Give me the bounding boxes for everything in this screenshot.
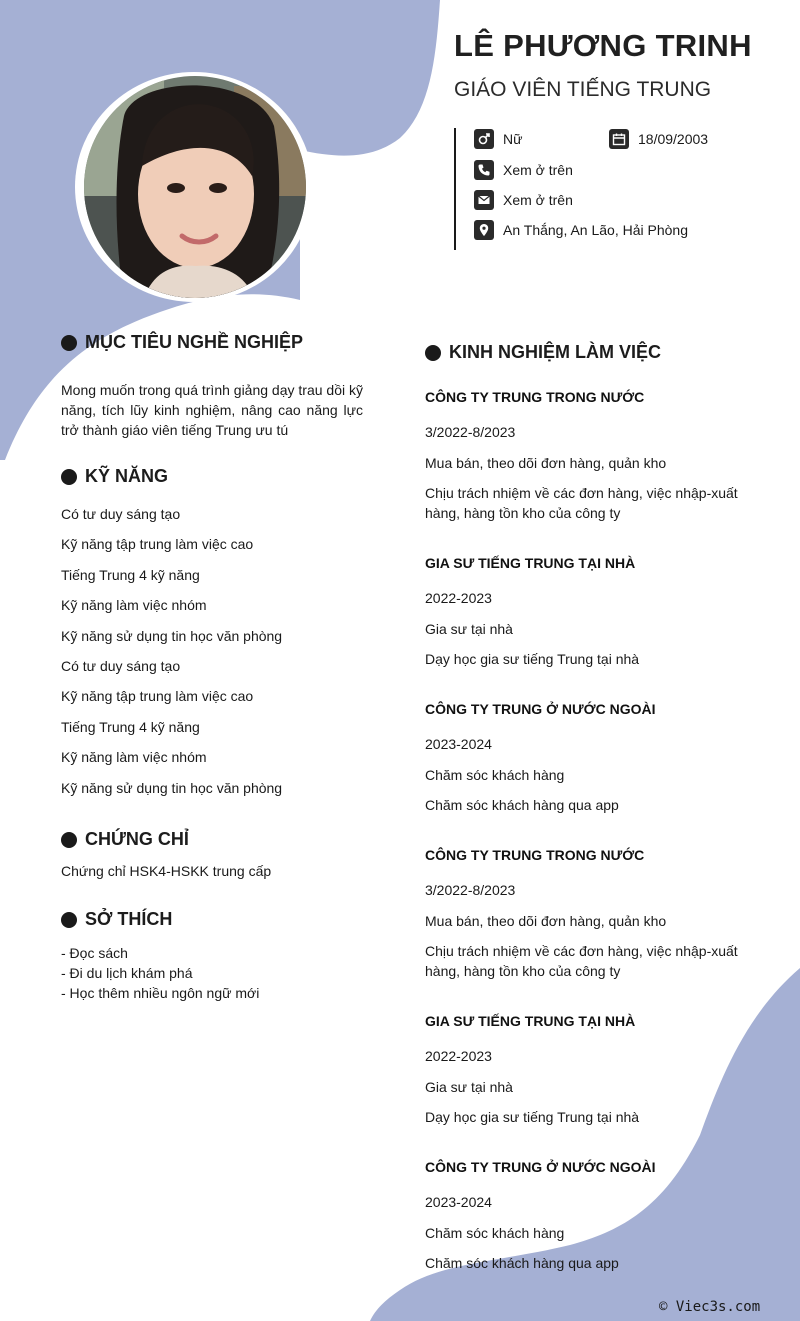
- bullet-dot: [61, 832, 77, 848]
- bullet-dot: [425, 345, 441, 361]
- experience-entry: [425, 699, 745, 815]
- bullet-dot: [61, 335, 77, 351]
- experience-role: Gia sư tại nhà: [425, 1079, 513, 1095]
- contact-gender: [474, 129, 522, 149]
- skill-item: Kỹ năng làm việc nhóm: [61, 597, 207, 614]
- experience-company: CÔNG TY TRUNG Ở NƯỚC NGOÀI: [425, 701, 656, 717]
- experience-role: Gia sư tại nhà: [425, 621, 513, 637]
- skill-item: Tiếng Trung 4 kỹ năng: [61, 718, 200, 735]
- skill-item: Kỹ năng sử dụng tin học văn phòng: [61, 627, 283, 644]
- skill-item: Kỹ năng sử dụng tin học văn phòng: [61, 779, 283, 796]
- calendar-icon: [609, 129, 629, 149]
- hobby-item: - Đi du lịch khám phá: [61, 965, 193, 981]
- experience-description: Chăm sóc khách hàng qua app: [425, 797, 619, 813]
- experience-company: GIA SƯ TIẾNG TRUNG TẠI NHÀ: [425, 555, 636, 571]
- skill-item: Có tư duy sáng tạo: [61, 657, 181, 674]
- job-title: GIÁO VIÊN TIẾNG TRUNG: [454, 78, 712, 101]
- objective-title-text: MỤC TIÊU NGHỀ NGHIỆP: [85, 332, 304, 352]
- experience-entry: [425, 845, 745, 981]
- experience-role: Chăm sóc khách hàng: [425, 767, 565, 783]
- experience-period: 2022-2023: [425, 1048, 492, 1064]
- experience-period: 3/2022-8/2023: [425, 882, 516, 898]
- experience-period: 2022-2023: [425, 590, 492, 606]
- hobbies-title-text: SỞ THÍCH: [85, 909, 173, 929]
- phone-icon: [474, 160, 494, 180]
- experience-entry: [425, 1157, 745, 1273]
- experience-section-title: [425, 342, 661, 363]
- hobbies-list: [61, 943, 259, 1003]
- certificates-title-text: CHỨNG CHỈ: [85, 829, 189, 849]
- experience-entry: [425, 387, 745, 523]
- experience-description: Chăm sóc khách hàng qua app: [425, 1255, 619, 1271]
- phone-value: Xem ở trên: [503, 162, 573, 178]
- experience-description: Dạy học gia sư tiếng Trung tại nhà: [425, 651, 640, 667]
- hobby-item: - Đọc sách: [61, 945, 128, 961]
- experience-entry: [425, 1011, 745, 1127]
- skill-item: Có tư duy sáng tạo: [61, 506, 181, 522]
- experience-period: 2023-2024: [425, 736, 492, 752]
- bullet-dot: [61, 469, 77, 485]
- contact-email: [474, 190, 573, 210]
- location-pin-icon: [474, 220, 494, 240]
- contact-address: [474, 220, 688, 240]
- experience-company: CÔNG TY TRUNG Ở NƯỚC NGOÀI: [425, 1159, 656, 1175]
- experience-company: GIA SƯ TIẾNG TRUNG TẠI NHÀ: [425, 1013, 636, 1029]
- envelope-icon: [474, 190, 494, 210]
- skill-item: Kỹ năng làm việc nhóm: [61, 749, 207, 766]
- experience-period: 3/2022-8/2023: [425, 424, 516, 440]
- experience-description: Chịu trách nhiệm về các đơn hàng, việc nhập-xuất hàng, hàng tồn kho của công ty: [425, 943, 738, 979]
- gender-value: Nữ: [503, 131, 523, 147]
- experience-entry: [425, 553, 745, 669]
- avatar: [84, 76, 306, 298]
- objective-section-title: [61, 332, 303, 353]
- experience-title-text: KINH NGHIỆM LÀM VIỆC: [449, 342, 662, 362]
- objective-text: Mong muốn trong quá trình giảng dạy trau dồi kỹ năng, tích lũy kinh nghiệm, nâng cao năng lực trở thành giáo viên tiếng Trung ưu tú: [61, 382, 363, 438]
- experience-company: CÔNG TY TRUNG TRONG NƯỚC: [425, 389, 645, 405]
- bullet-dot: [61, 912, 77, 928]
- experience-description: Dạy học gia sư tiếng Trung tại nhà: [425, 1109, 640, 1125]
- email-value: Xem ở trên: [503, 192, 573, 208]
- watermark: © Viec3s.com: [659, 1299, 761, 1315]
- contact-birthday: [609, 129, 708, 149]
- skills-section-title: [61, 466, 168, 487]
- skill-item: Tiếng Trung 4 kỹ năng: [61, 566, 200, 583]
- experience-description: Chịu trách nhiệm về các đơn hàng, việc nhập-xuất hàng, hàng tồn kho của công ty: [425, 485, 738, 521]
- contact-divider: [454, 128, 456, 250]
- birthday-value: 18/09/2003: [638, 131, 709, 147]
- skills-title-text: KỸ NĂNG: [85, 466, 169, 486]
- gender-icon: [474, 129, 494, 149]
- candidate-name: LÊ PHƯƠNG TRINH: [454, 28, 752, 63]
- skill-item: Kỹ năng tập trung làm việc cao: [61, 536, 254, 553]
- experience-role: Chăm sóc khách hàng: [425, 1225, 565, 1241]
- certificates-section-title: [61, 829, 189, 850]
- experience-period: 2023-2024: [425, 1194, 492, 1210]
- skill-item: Kỹ năng tập trung làm việc cao: [61, 688, 254, 705]
- skills-list: [61, 504, 282, 808]
- hobbies-section-title: [61, 909, 172, 930]
- address-value: An Thắng, An Lão, Hải Phòng: [503, 222, 688, 238]
- experience-role: Mua bán, theo dõi đơn hàng, quản kho: [425, 455, 667, 471]
- hobby-item: - Học thêm nhiều ngôn ngữ mới: [61, 985, 260, 1001]
- certificate-item: Chứng chỉ HSK4-HSKK trung cấp: [61, 863, 272, 879]
- experience-role: Mua bán, theo dõi đơn hàng, quản kho: [425, 913, 667, 929]
- experience-company: CÔNG TY TRUNG TRONG NƯỚC: [425, 847, 645, 863]
- contact-phone: [474, 160, 573, 180]
